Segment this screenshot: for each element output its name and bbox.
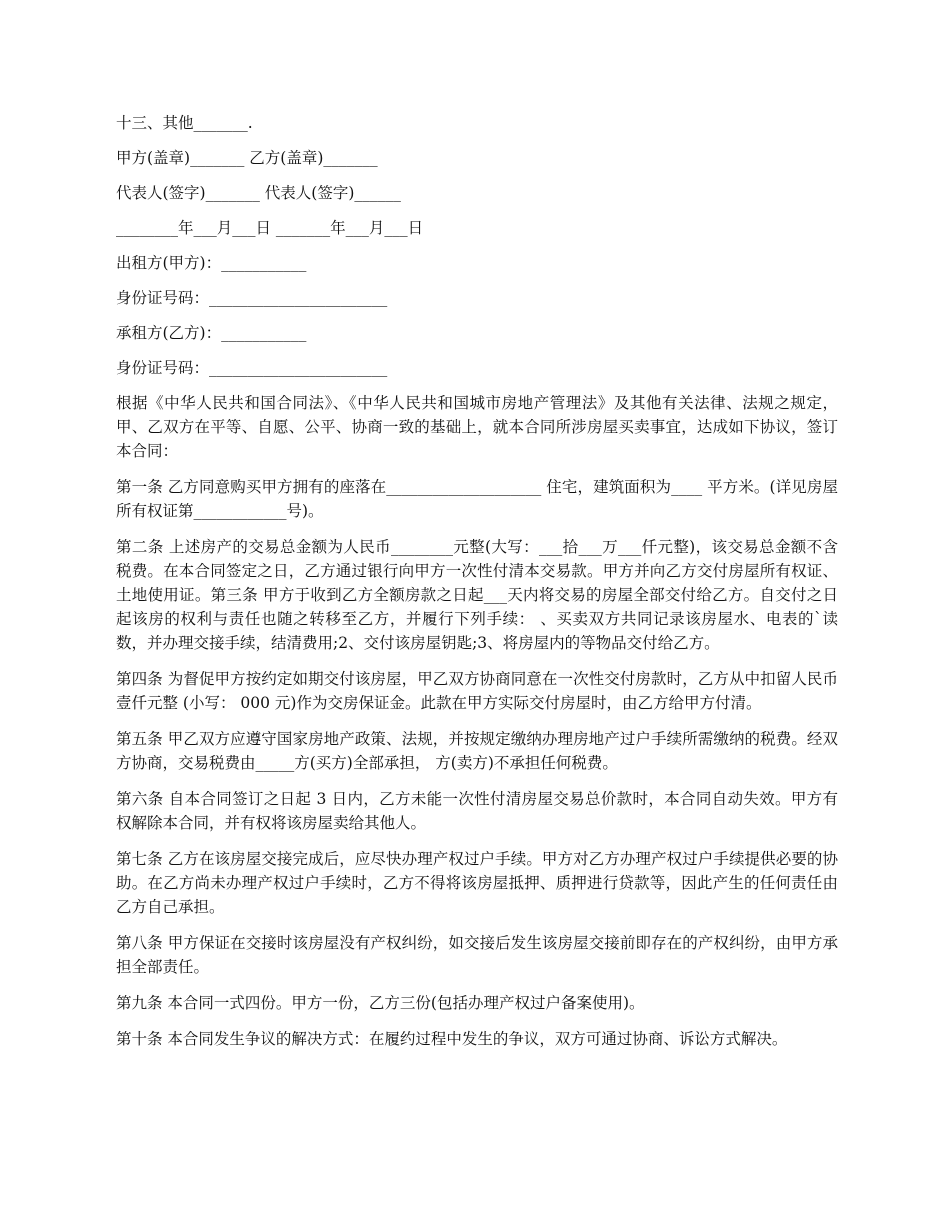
lessee-field: 承租方(乙方)：___________ (116, 324, 307, 342)
preamble-paragraph: 根据《中华人民共和国合同法》、《中华人民共和国城市房地产管理法》及其他有关法律、法规之规定，甲、乙双方在平等、自愿、公平、协商一致的基础上，就本合同所涉房屋买卖事宜，达成如下协议，签订本合同： (116, 394, 838, 460)
article-8: 第八条 甲方保证在交接时该房屋没有产权纠纷，如交接后发生该房屋交接前即存在的产权纠纷，由甲方承担全部责任。 (116, 934, 838, 976)
article-6: 第六条 自本合同签订之日起 3 日内，乙方未能一次性付清房屋交易总价款时，本合同自动失效。甲方有权解除本合同，并有权将该房屋卖给其他人。 (116, 790, 838, 832)
party-seals: 甲方(盖章)_______ 乙方(盖章)_______ (116, 149, 378, 167)
lessor-field: 出租方(甲方)：___________ (116, 254, 307, 272)
article-2: 第二条 上述房产的交易总金额为人民币________元整(大写：___拾___万___仟元整)，该交易总金额不含税费。在本合同签定之日，乙方通过银行向甲方一次性付清本交易款。甲方并向乙方交付房屋所有权证、土地使用证。第三条 甲方于收到乙方全额房款之日起___天内将交易的房屋全部交付给乙方。自交付之日起该房的权利与责任也随之转移至乙方，并履行下列手续： 、买卖双方共同记录该房屋水、电表的`读数，并办理交接手续，结清费用;2、交付该房屋钥匙;3、将房屋内的等物品交付给乙方。 (116, 538, 838, 652)
article-5: 第五条 甲乙双方应遵守国家房地产政策、法规，并按规定缴纳办理房地产过户手续所需缴纳的税费。经双方协商，交易税费由_____方(买方)全部承担， 方(卖方)不承担任何税费。 (116, 730, 838, 772)
article-10: 第十条 本合同发生争议的解决方式：在履约过程中发生的争议，双方可通过协商、诉讼方式解决。 (116, 1030, 788, 1048)
article-1: 第一条 乙方同意购买甲方拥有的座落在____________________ 住宅，建筑面积为____ 平方米。(详见房屋所有权证第____________号)。 (116, 478, 838, 520)
article-9: 第九条 本合同一式四份。甲方一份，乙方三份(包括办理产权过户备案使用)。 (116, 994, 645, 1012)
lessee-id-field: 身份证号码：_______________________ (116, 359, 388, 377)
document-body (116, 111, 838, 1063)
signing-dates: ________年___月___日 _______年___月___日 (116, 219, 424, 237)
article-7: 第七条 乙方在该房屋交接完成后，应尽快办理产权过户手续。甲方对乙方办理产权过户手续提供必要的协助。在乙方尚未办理产权过户手续时，乙方不得将该房屋抵押、质押进行贷款等，因此产生的任何责任由乙方自己承担。 (116, 850, 838, 916)
lessor-id-field: 身份证号码：_______________________ (116, 289, 388, 307)
clause-other: 十三、其他_______. (116, 114, 253, 132)
article-4: 第四条 为督促甲方按约定如期交付该房屋，甲乙双方协商同意在一次性交付房款时，乙方从中扣留人民币壹仟元整 (小写： 000 元)作为交房保证金。此款在甲方实际交付房屋时，由乙方给甲方付清。 (116, 670, 838, 712)
representative-signatures: 代表人(签字)_______ 代表人(签字)______ (116, 184, 401, 202)
